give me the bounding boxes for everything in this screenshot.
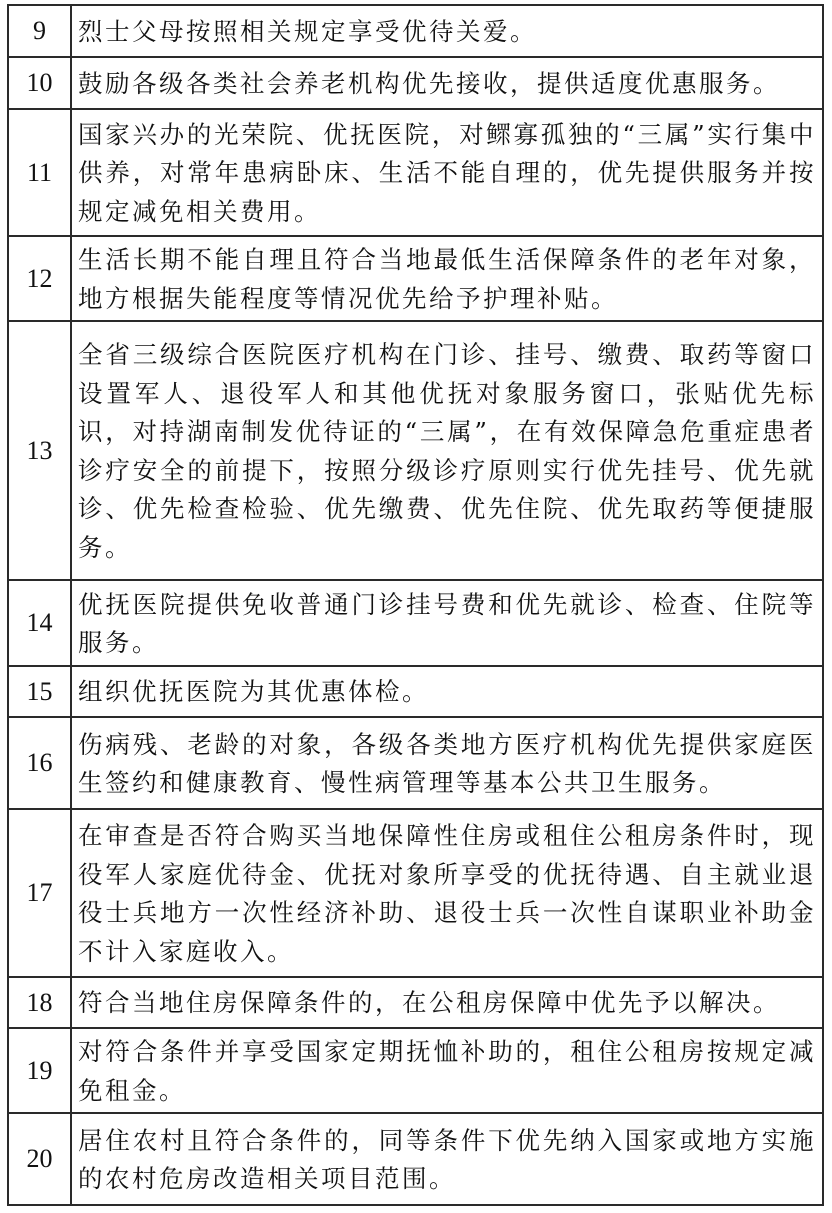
- table-row: [8, 809, 823, 977]
- table-row: [8, 57, 823, 109]
- table-row: [8, 5, 823, 57]
- row-text: 全省三级综合医院医疗机构在门诊、挂号、缴费、取药等窗口设置军人、退役军人和其他优抚对象服务窗口，张贴优先标识，对持湖南制发优待证的“三属”，在有效保障急危重症患者诊疗安全的前提下，按照分级诊疗原则实行优先挂号、优先就诊、优先检查检验、优先缴费、优先住院、优先取药等便捷服务。: [71, 321, 823, 580]
- row-number: 9: [8, 5, 71, 57]
- row-number: 18: [8, 977, 71, 1028]
- table-row: [8, 717, 823, 809]
- table-row: [8, 580, 823, 666]
- row-text: 组织优抚医院为其优惠体检。: [71, 666, 823, 717]
- row-text: 对符合条件并享受国家定期抚恤补助的，租住公租房按规定减免租金。: [71, 1028, 823, 1113]
- row-number: 17: [8, 809, 71, 977]
- row-number: 20: [8, 1113, 71, 1205]
- row-text: 优抚医院提供免收普通门诊挂号费和优先就诊、检查、住院等服务。: [71, 580, 823, 666]
- row-text: 在审查是否符合购买当地保障性住房或租住公租房条件时，现役军人家庭优待金、优抚对象所享受的优抚待遇、自主就业退役士兵地方一次性经济补助、退役士兵一次性自谋职业补助金不计入家庭收入。: [71, 809, 823, 977]
- row-text: 烈士父母按照相关规定享受优待关爱。: [71, 5, 823, 57]
- table-row: [8, 666, 823, 717]
- row-text: 鼓励各级各类社会养老机构优先接收，提供适度优惠服务。: [71, 57, 823, 109]
- row-number: 12: [8, 236, 71, 321]
- row-number: 14: [8, 580, 71, 666]
- table-row: [8, 977, 823, 1028]
- table-row: [8, 321, 823, 580]
- row-number: 10: [8, 57, 71, 109]
- table-row: [8, 1028, 823, 1113]
- benefits-table: [7, 4, 824, 1206]
- row-number: 15: [8, 666, 71, 717]
- row-text: 居住农村且符合条件的，同等条件下优先纳入国家或地方实施的农村危房改造相关项目范围。: [71, 1113, 823, 1205]
- row-text: 符合当地住房保障条件的，在公租房保障中优先予以解决。: [71, 977, 823, 1028]
- row-number: 13: [8, 321, 71, 580]
- row-text: 伤病残、老龄的对象，各级各类地方医疗机构优先提供家庭医生签约和健康教育、慢性病管理等基本公共卫生服务。: [71, 717, 823, 809]
- row-text: 生活长期不能自理且符合当地最低生活保障条件的老年对象，地方根据失能程度等情况优先给予护理补贴。: [71, 236, 823, 321]
- table-row: [8, 236, 823, 321]
- row-number: 19: [8, 1028, 71, 1113]
- row-number: 11: [8, 109, 71, 236]
- row-number: 16: [8, 717, 71, 809]
- table-row: [8, 109, 823, 236]
- table-row: [8, 1113, 823, 1205]
- row-text: 国家兴办的光荣院、优抚医院，对鳏寡孤独的“三属”实行集中供养，对常年患病卧床、生活不能自理的，优先提供服务并按规定减免相关费用。: [71, 109, 823, 236]
